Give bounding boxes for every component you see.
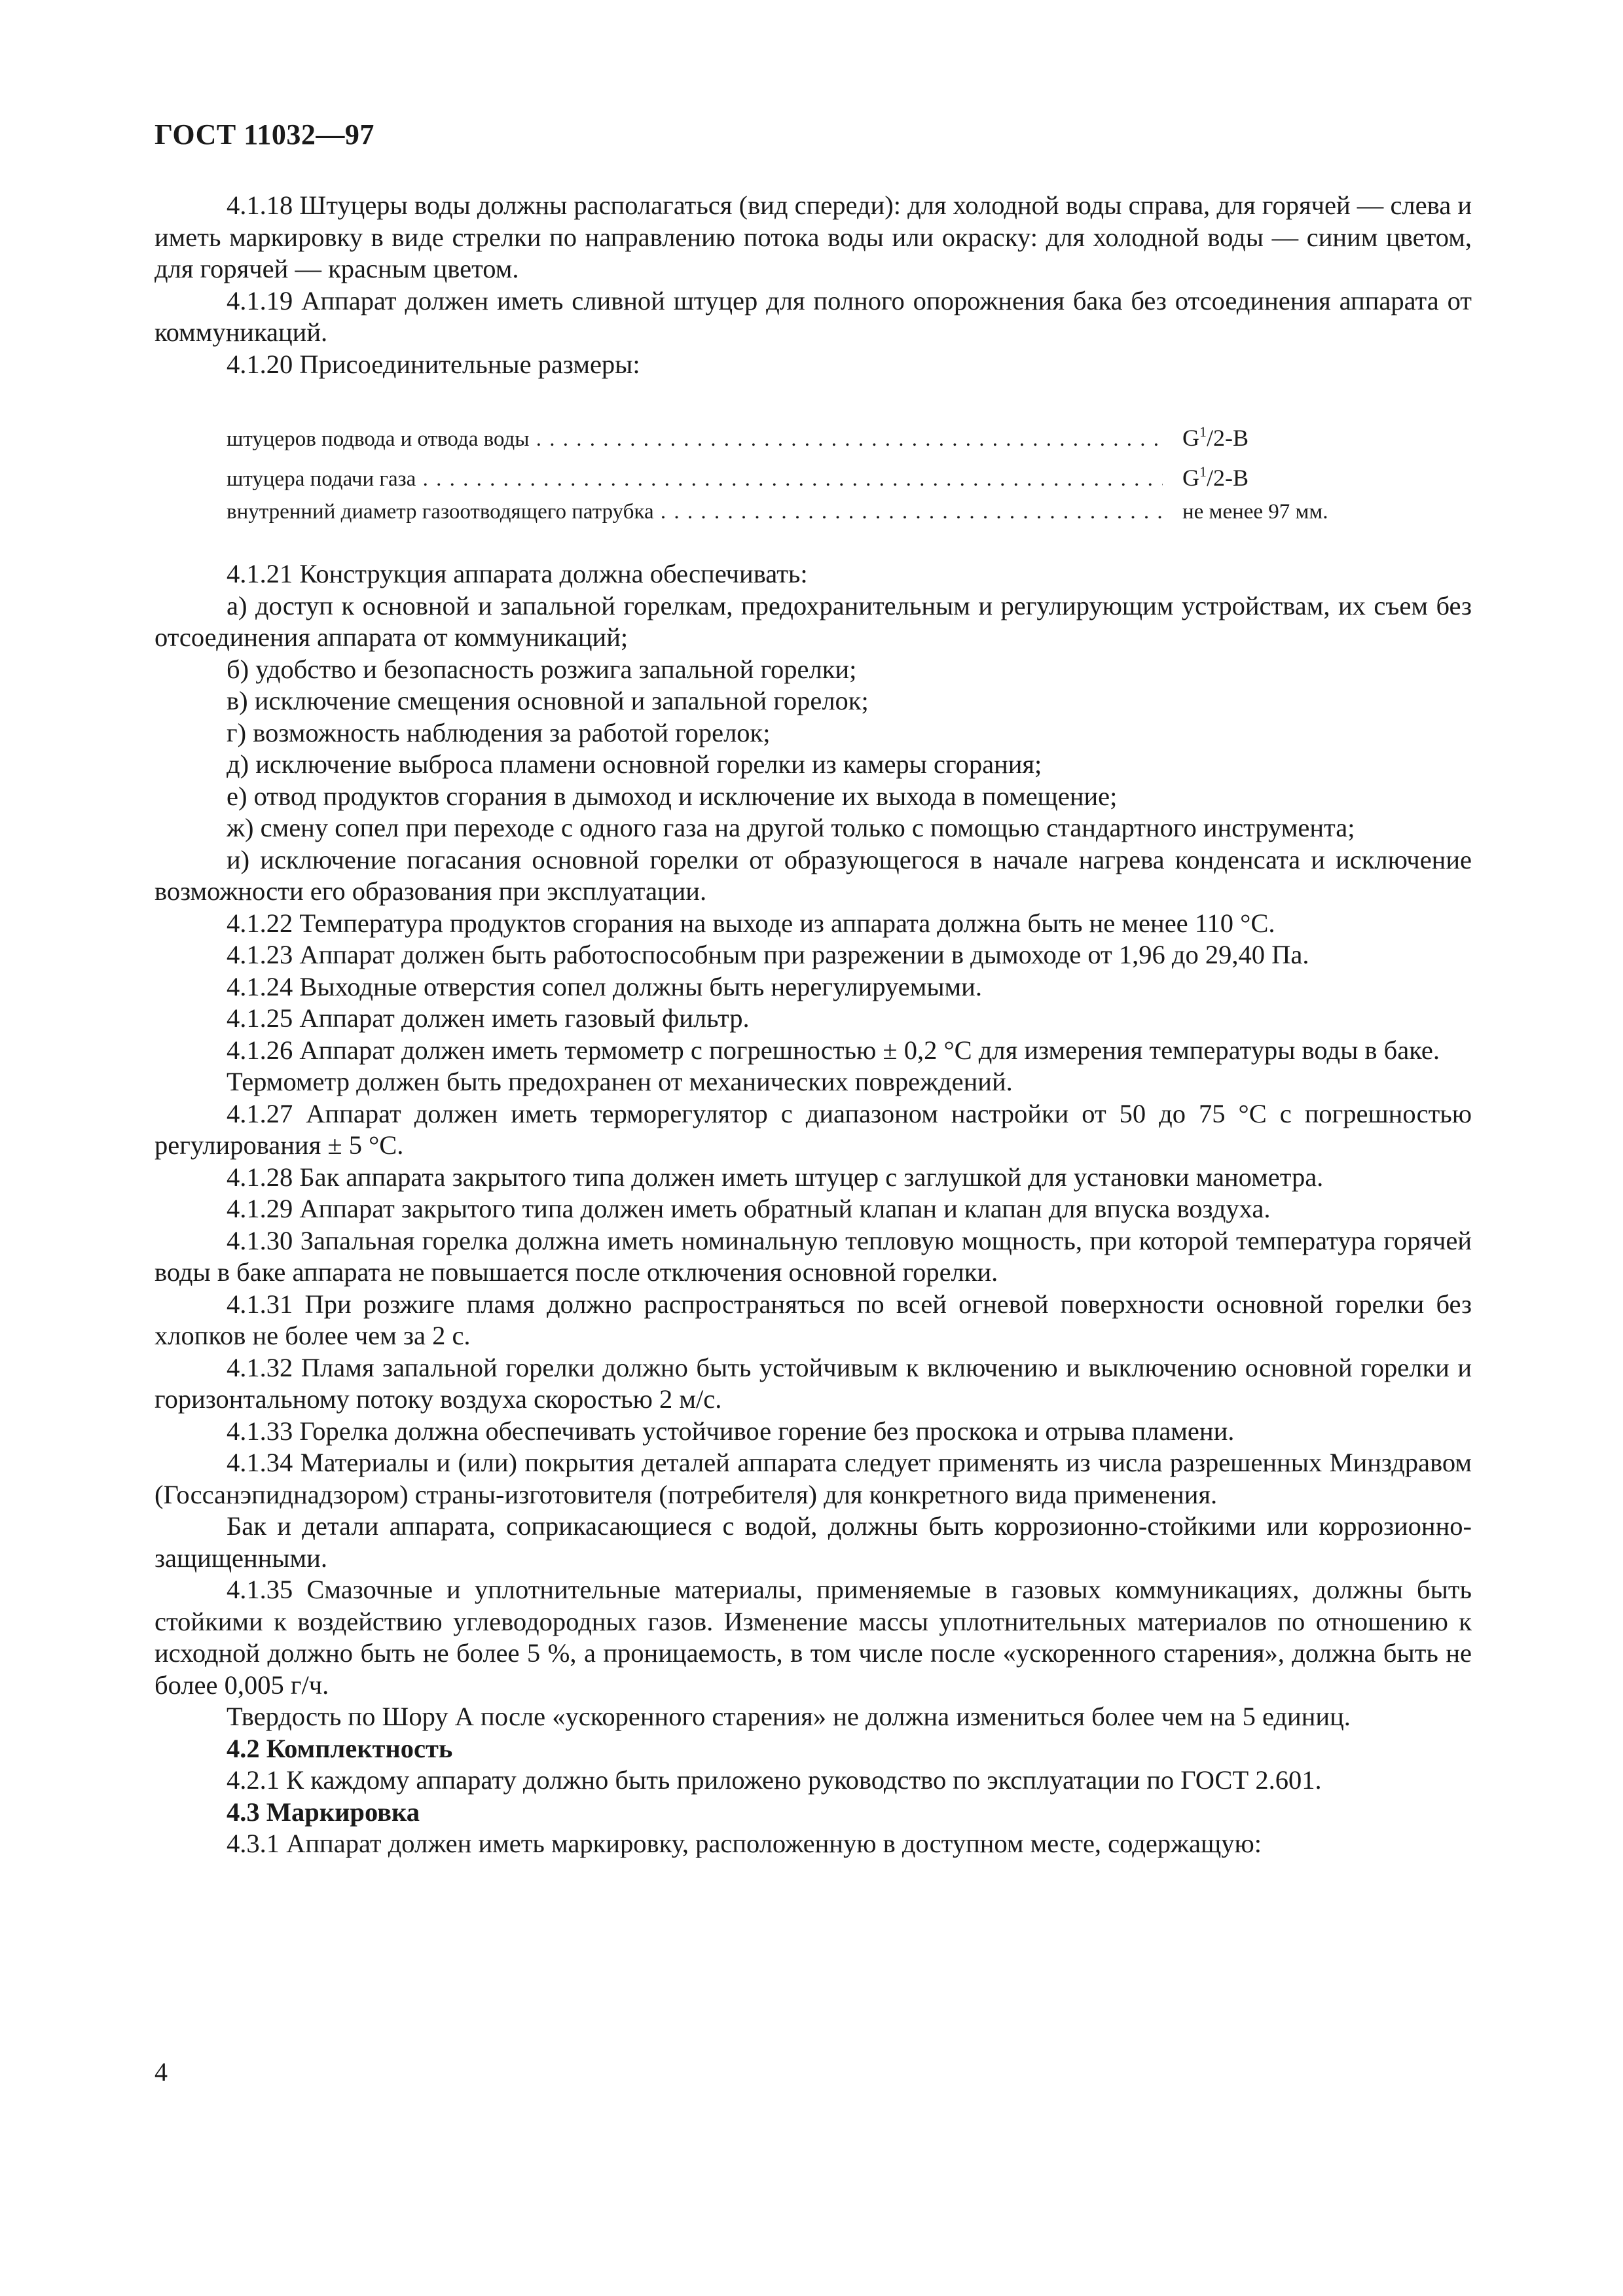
paragraph-4-1-34: 4.1.34 Материалы и (или) покрытия деталей аппарата следует применять из числа разрешенных Минздравом (Госсанэпиднадзором) страны-изготовителя (потребителя) для конкретного вида применения. — [155, 1448, 1472, 1509]
paragraph-4-1-34-note: Бак и детали аппарата, соприкасающиеся с водой, должны быть коррозионно-стойкими или коррозионно-защищенными. — [155, 1511, 1472, 1573]
dimension-value: $G^1/2-В$ — [1182, 463, 1249, 491]
section-heading-4-3: 4.3 Маркировка — [227, 1797, 420, 1827]
paragraph-4-1-28: 4.1.28 Бак аппарата закрытого типа должен иметь штуцер с заглушкой для установки манометра. — [227, 1162, 1324, 1192]
list-item-i: и) исключение погасания основной горелки от образующегося в начале нагрева конденсата и исключение возможности его образования при эксплуатации. — [155, 844, 1472, 906]
paragraph-4-1-32: 4.1.32 Пламя запальной горелки должно быть устойчивым к включению и выключению основной горелки и горизонтальному потоку воздуха скоростью 2 м/с. — [155, 1352, 1472, 1414]
paragraph-4-1-24: 4.1.24 Выходные отверстия сопел должны быть нерегулируемыми. — [227, 971, 982, 1001]
dimension-row — [227, 495, 1472, 528]
paragraph-4-1-26-note: Термометр должен быть предохранен от механических повреждений. — [227, 1067, 1013, 1096]
dimension-label: внутренний диаметр газоотводящего патрубка . . . — [227, 495, 1163, 528]
paragraph-4-1-35: 4.1.35 Смазочные и уплотнительные материалы, применяемые в газовых коммуникациях, должны быть стойкими к воздействию углеводородных газов. Изменение массы уплотнительных материалов по отношению к исходной должно быть не более 5 %, а проницаемость, в том числе после «ускоренного старения», должна быть не более 0,005 г/ч. — [155, 1575, 1472, 1700]
list-item-g: г) возможность наблюдения за работой горелок; — [227, 717, 771, 747]
dimension-value: $G^1/2-В$ — [1182, 423, 1249, 451]
connection-dimensions-list — [227, 416, 1472, 528]
dimension-row — [227, 416, 1472, 456]
paragraph-4-1-33: 4.1.33 Горелка должна обеспечивать устойчивое горение без проскока и отрыва пламени. — [227, 1416, 1235, 1446]
dimension-label: штуцеров подвода и отвода воды . . . — [227, 423, 1163, 456]
paragraph-4-1-23: 4.1.23 Аппарат должен быть работоспособным при разрежении в дымоходе от 1,96 до 29,40 Па. — [227, 940, 1309, 969]
paragraph-4-2-1: 4.2.1 К каждому аппарату должно быть приложено руководство по эксплуатации по ГОСТ 2.601. — [227, 1765, 1322, 1795]
paragraph-4-1-27: 4.1.27 Аппарат должен иметь терморегулятор с диапазоном настройки от 50 до 75 °С с погрешностью регулирования ± 5 °С. — [155, 1098, 1472, 1160]
paragraph-4-1-25: 4.1.25 Аппарат должен иметь газовый фильтр. — [227, 1003, 750, 1033]
document-body — [155, 190, 1472, 1860]
paragraph-4-1-21: 4.1.21 Конструкция аппарата должна обеспечивать: — [227, 559, 808, 588]
list-item-zh: ж) смену сопел при переходе с одного газа на другой только с помощью стандартного инструмента; — [227, 813, 1355, 842]
list-item-e: е) отвод продуктов сгорания в дымоход и исключение их выхода в помещение; — [227, 781, 1118, 811]
paragraph-4-1-30: 4.1.30 Запальная горелка должна иметь номинальную тепловую мощность, при которой температура горячей воды в баке аппарата не повышается после отключения основной горелки. — [155, 1225, 1472, 1287]
list-item-d: д) исключение выброса пламени основной горелки из камеры сгорания; — [227, 749, 1042, 779]
page-number: 4 — [155, 2057, 168, 2087]
dimension-row — [227, 456, 1472, 495]
list-item-b: б) удобство и безопасность розжига запальной горелки; — [227, 654, 857, 684]
dimension-value: не менее 97 мм. — [1182, 500, 1328, 524]
paragraph-4-3-1: 4.3.1 Аппарат должен иметь маркировку, расположенную в доступном месте, содержащую: — [227, 1829, 1262, 1858]
paragraph-4-1-31: 4.1.31 При розжиге пламя должно распространяться по всей огневой поверхности основной горелки без хлопков не более чем за 2 с. — [155, 1289, 1472, 1350]
paragraph-4-1-29: 4.1.29 Аппарат закрытого типа должен иметь обратный клапан и клапан для впуска воздуха. — [227, 1194, 1271, 1223]
paragraph-4-1-19: 4.1.19 Аппарат должен иметь сливной штуцер для полного опорожнения бака без отсоединения аппарата от коммуникаций. — [155, 285, 1472, 347]
list-item-v: в) исключение смещения основной и запальной горелок; — [227, 686, 869, 715]
paragraph-4-1-22: 4.1.22 Температура продуктов сгорания на выходе из аппарата должна быть не менее 110 °С. — [227, 908, 1275, 938]
section-heading-4-2: 4.2 Комплектность — [227, 1733, 453, 1763]
paragraph-4-1-20: 4.1.20 Присоединительные размеры: — [227, 349, 640, 379]
dimension-label: штуцера подачи газа . . . — [227, 463, 1163, 495]
paragraph-4-1-26: 4.1.26 Аппарат должен иметь термометр с погрешностью ± 0,2 °С для измерения температуры воды в баке. — [227, 1035, 1440, 1065]
paragraph-4-1-35-note: Твердость по Шору А после «ускоренного старения» не должна измениться более чем на 5 единиц. — [227, 1702, 1351, 1731]
list-item-a: а) доступ к основной и запальной горелкам, предохранительным и регулирующим устройствам, их съем без отсоединения аппарата от коммуникаций; — [155, 590, 1472, 652]
paragraph-4-1-18: 4.1.18 Штуцеры воды должны располагаться (вид спереди): для холодной воды справа, для горячей — слева и иметь маркировку в виде стрелки по направлению потока воды или окраску: для холодной воды — синим цветом, для горячей — красным цветом. — [155, 190, 1472, 283]
document-header-title: ГОСТ 11032—97 — [155, 118, 374, 151]
